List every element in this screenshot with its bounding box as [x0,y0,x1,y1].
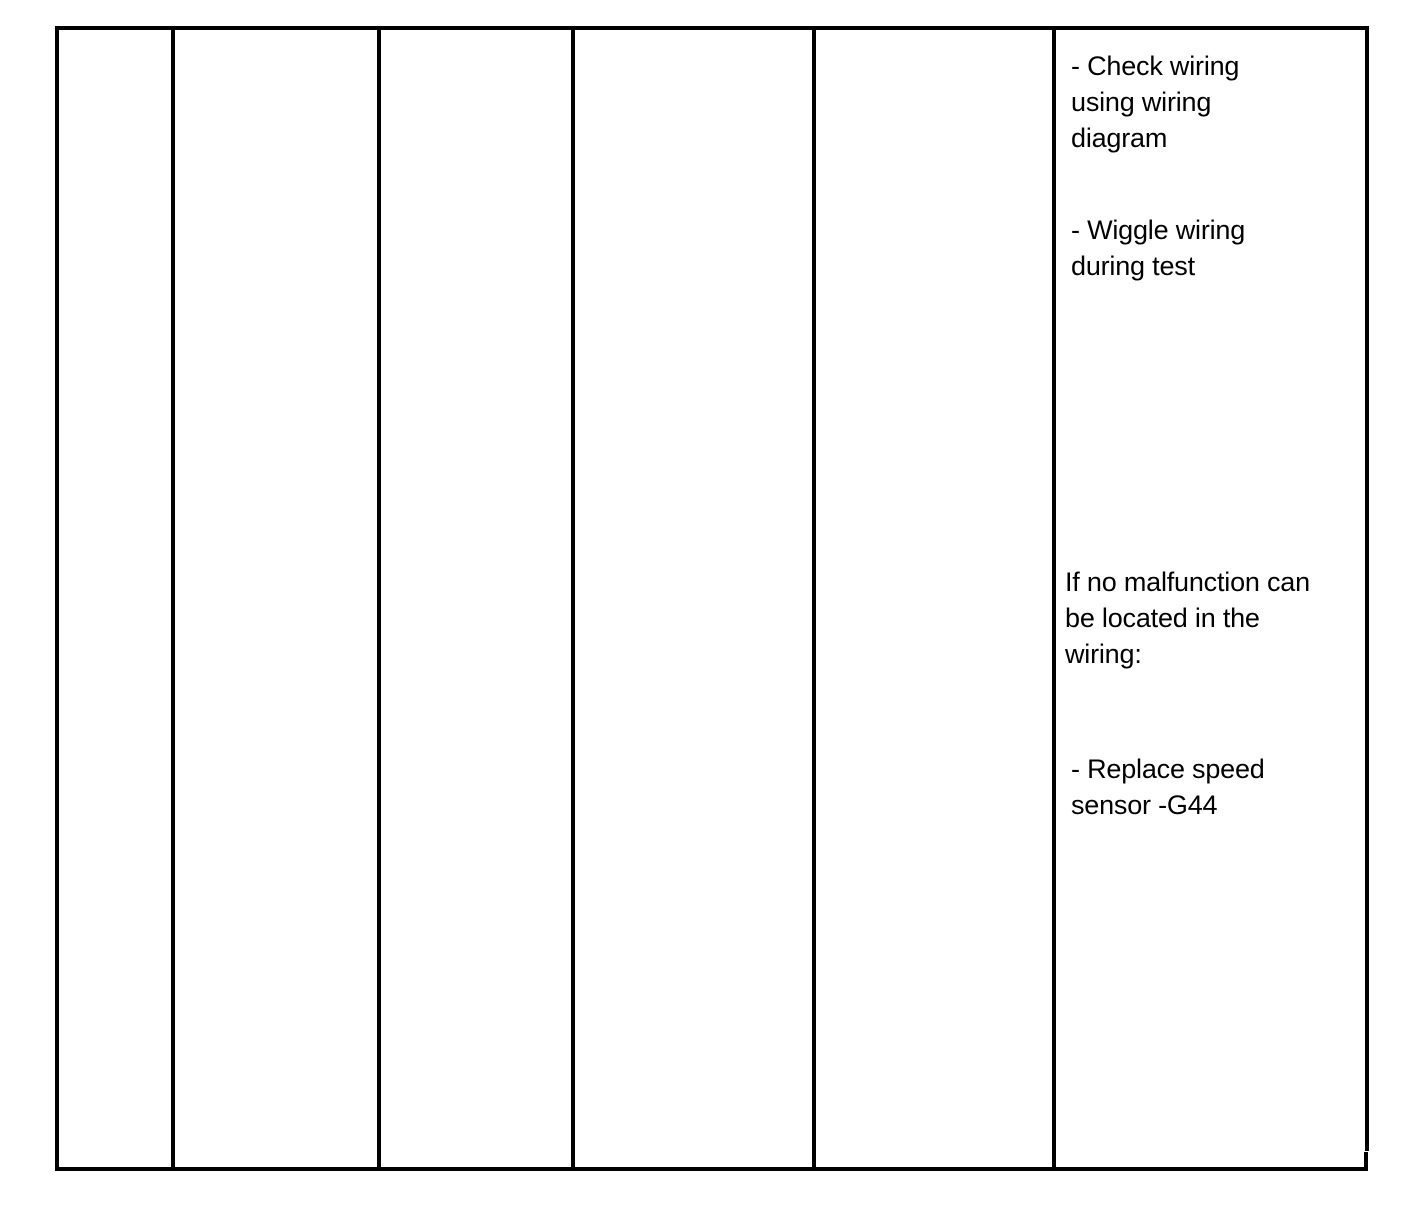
table-border-left [55,26,59,1171]
table-border-right [1365,26,1369,1151]
condition-no-malfunction: If no malfunction can be located in the wiring: [1065,567,1310,669]
step-replace-speed-sensor: - Replace speed sensor -G44 [1071,754,1265,820]
column-divider-2 [377,26,381,1171]
column-divider-5 [1052,26,1056,1171]
step-wiggle-wiring: - Wiggle wiring during test [1071,215,1246,281]
table-border-right-stub [1364,1152,1368,1171]
step-check-wiring: - Check wiring using wiring diagram [1071,51,1240,153]
column-divider-1 [171,26,175,1171]
column-divider-3 [571,26,575,1171]
column-divider-4 [812,26,816,1171]
